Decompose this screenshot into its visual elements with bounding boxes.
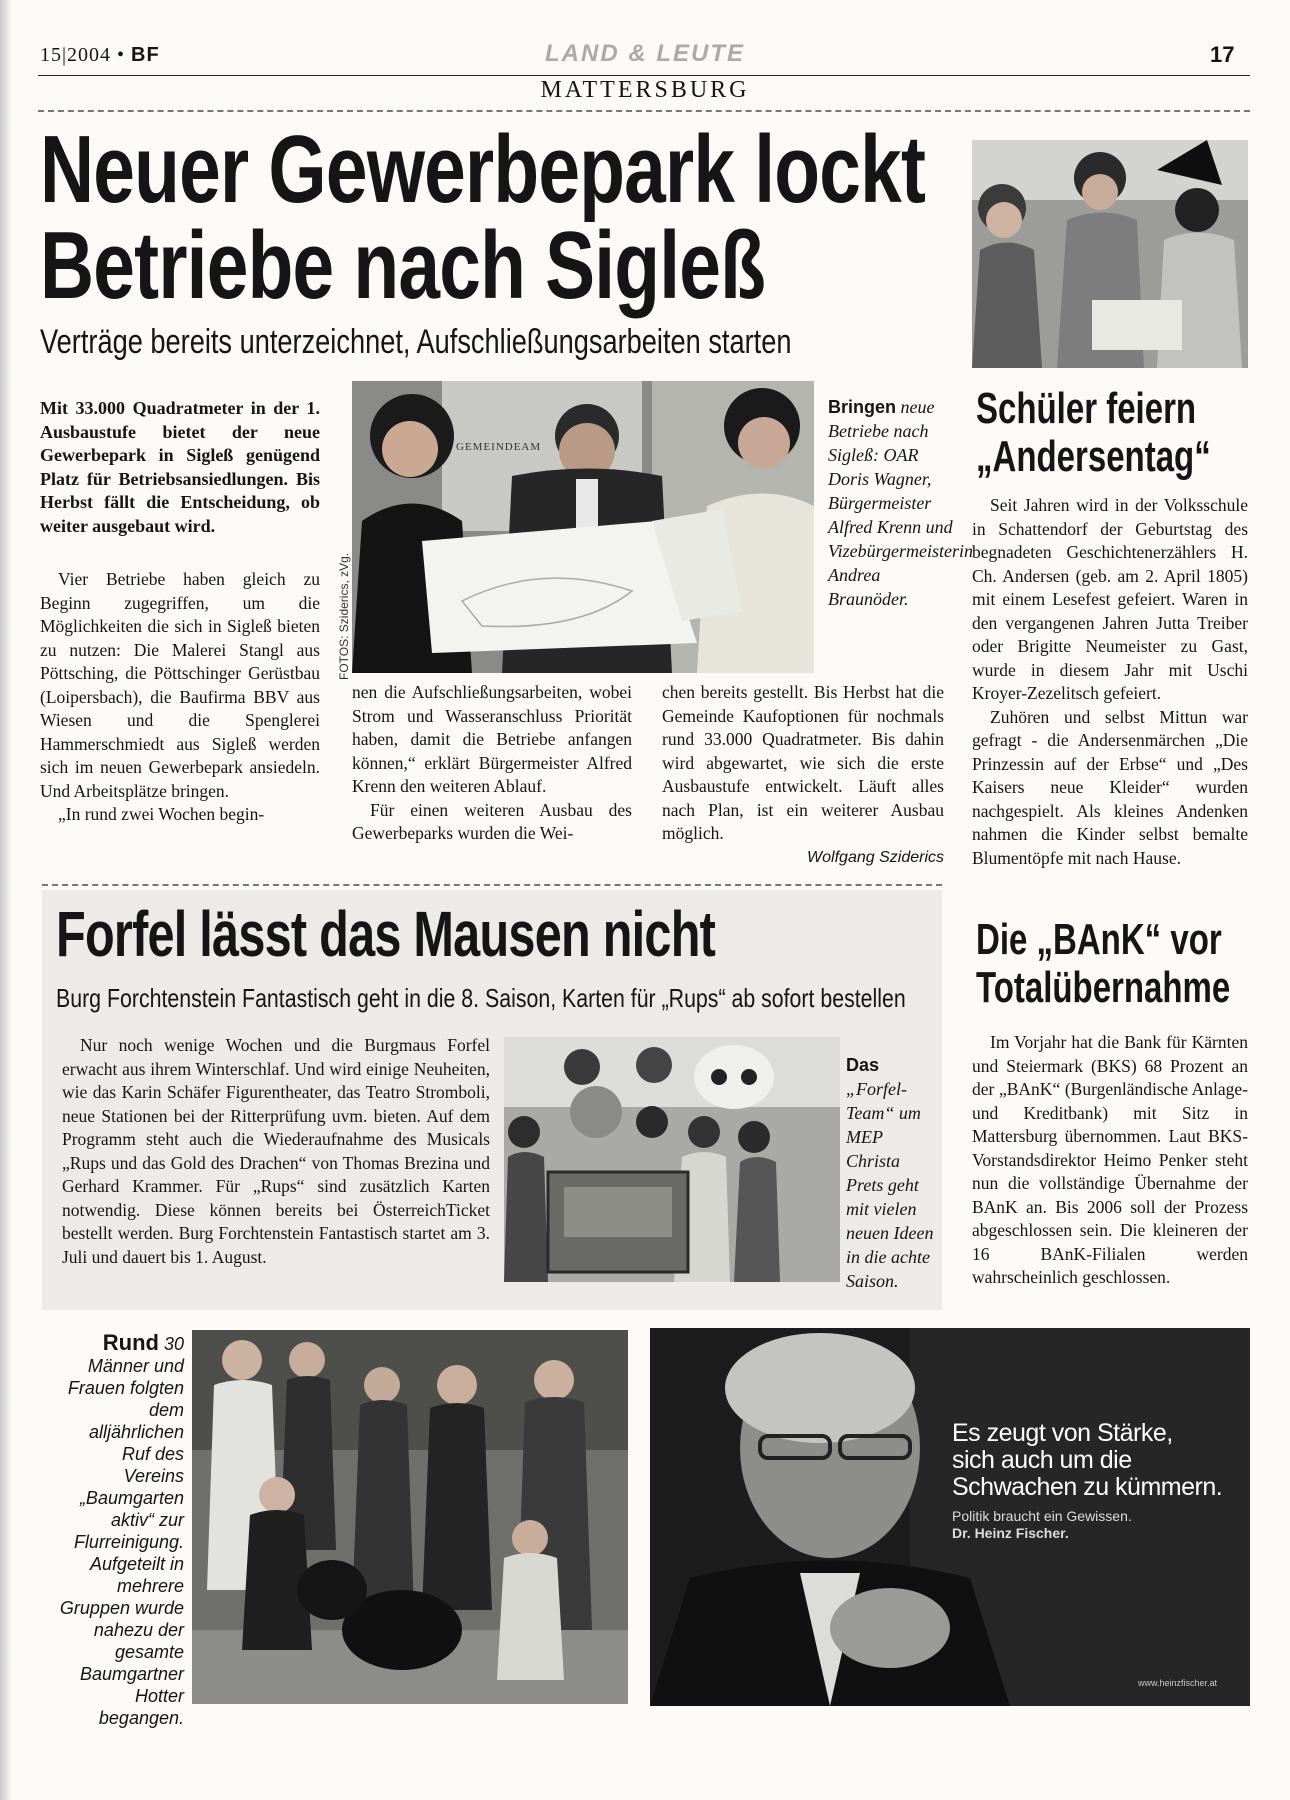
schueler-headline: Schüler feiern „Andersentag“	[976, 384, 1211, 481]
portrait-ad-image	[650, 1328, 1250, 1706]
schueler-article	[972, 494, 1248, 870]
main-article-paragraph: nen die Aufschließungsarbeiten, wobei Strom und Wasseranschluss Priorität haben, damit die Betriebe anfangen können,“ erklärt Bürgermeister Alfred Krenn den weiteren Ablauf.	[352, 682, 632, 796]
ad-url: www.heinzfischer.at	[1138, 1678, 1218, 1688]
schueler-paragraph: Zuhören und selbst Mittun war gefragt - die Andersenmärchen „Die Prinzessin auf der Erbse“ und „Des Kaisers neue Kleider“ wurden nachgespielt. Als kleines Andenken nahmen die Kinder selbst bemalte Blumentöpfe mit nach Hause.	[972, 706, 1248, 868]
advertisement	[650, 1328, 1250, 1706]
photo-sign-text: GEMEINDEAM	[456, 441, 542, 453]
ad-slogan: Es zeugt von Stärke, sich auch um die Schwachen zu kümmern.	[952, 1419, 1223, 1501]
page-edge-shadow	[0, 0, 12, 1800]
caption-text: „Forfel-Team“ um MEP Christa Prets geht mit vielen neuen Ideen in die achte Saison.	[846, 1079, 934, 1291]
main-article-paragraph: „In rund zwei Wochen begin-	[58, 804, 265, 824]
brand-label: BF	[131, 44, 160, 66]
page-number: 17	[1210, 42, 1235, 67]
ad-tagline: Politik braucht ein Gewissen. Dr. Heinz Fischer.	[952, 1508, 1132, 1541]
bank-paragraph: Im Vorjahr hat die Bank für Kärnten und Steiermark (BKS) 68 Prozent an der „BAnK“ (Burgenländische Anlage- und Kreditbank) mit Sitz in Mattersburg übernommen. Laut BKS-Vorstandsdirektor Heimo Penker steht nun die vollständige Übernahme der BAnK an. Bis 2006 soll der Prozess abgeschlossen sein. Die kleineren der 16 BAnK-Filialen werden wahrscheinlich geschlossen.	[972, 1032, 1248, 1287]
rund-photo-caption	[58, 1332, 184, 1729]
forfel-photo-caption	[846, 1053, 938, 1293]
children-reading-image	[972, 140, 1248, 368]
photo-credit: FOTOS: Sziderics, zVg.	[337, 552, 351, 680]
main-photo-caption	[828, 395, 973, 611]
cleanup-group-image	[192, 1330, 628, 1704]
issue-number: 15|2004 • BF	[40, 44, 160, 66]
bank-headline: Die „BAnK“ vor Totalübernahme	[976, 915, 1231, 1012]
forfel-paragraph: Nur noch wenige Wochen und die Burgmaus Forfel erwacht aus ihrem Winterschlaf. Und wird einige Neuheiten, wie das Karin Schäfer Figurentheater, das Teatro Stromboli, neue Stationen bei der Ritterprüfung uvm. bieten. Auf dem Programm steht auch die Wiederaufnahme des Musicals „Rups und das Gold des Drachen“ von Thomas Brezina und Gerhard Krammer. Für „Rups“ sind zusätzlich Karten notwendig. Diese können bereits bei ÖsterreichTicket bestellt werden. Burg Forchtenstein Fantastisch startet am 3. Juli und dauert bis 1. August.	[62, 1035, 490, 1267]
region-title: MATTERSBURG	[540, 77, 750, 103]
caption-lead-word: Rund	[102, 1330, 159, 1355]
caption-lead-word: Bringen	[828, 397, 897, 417]
people-with-plan-image	[352, 381, 814, 673]
forfel-team-image	[504, 1037, 840, 1282]
forfel-photo	[504, 1037, 840, 1282]
main-article-column-1	[40, 397, 320, 827]
caption-text: 30 Männer und Frauen folgten dem alljährlichen Ruf des Vereins „Baumgarten aktiv“ zur Flurreinigung. Aufgeteilt in mehrere Gruppen wurde nahezu der gesamte Baumgartner Hotter begangen.	[59, 1334, 184, 1728]
main-article-paragraph: Vier Betriebe haben gleich zu Beginn zugegriffen, um die Möglichkeiten die sich in Sigleß bieten zu nutzen: Die Malerei Stangl aus Pöttsching, die Pöttschinger Gerüstbau (Loipersbach), die Baufirma BBV aus Wiesen und die Spenglerei Hammerschmiedt aus Sigleß werden sich im neuen Gewerbepark ansiedeln. Und Arbeitsplätze bringen.	[40, 569, 320, 801]
main-article-paragraph: chen bereits gestellt. Bis Herbst hat die Gemeinde Kaufoptionen für nochmals rund 33.000 Quadratmeter. Bis dahin wird abgewartet, wie sich die erste Ausbaustufe entwickelt. Läuft alles nach Plan, ist ein weiterer Ausbau möglich.	[662, 682, 944, 843]
forfel-article	[62, 1034, 490, 1269]
main-headline: Neuer Gewerbepark lockt Betriebe nach Sigleß	[40, 116, 926, 319]
section-title: LAND & LEUTE	[545, 40, 745, 67]
header-rule	[38, 75, 1250, 76]
children-photo	[972, 140, 1248, 368]
main-article-column-2	[352, 681, 632, 846]
main-article-paragraph: Für einen weiteren Ausbau des Gewerbeparks wurden die Wei-	[352, 799, 632, 843]
main-article-photo	[352, 381, 814, 673]
forfel-subheadline: Burg Forchtenstein Fantastisch geht in die 8. Saison, Karten für „Rups“ ab sofort bestellen	[56, 983, 906, 1013]
schueler-paragraph: Seit Jahren wird in der Volksschule in Schattendorf der Geburtstag des begnadeten Geschichtenerzählers H. Ch. Andersen (geb. am 2. April 1805) mit einem Lesefest gefeiert. Waren in den vergangenen Jahren Jutta Treiber oder Brigitte Neumeister zu Gast, wurde in diesem Jahr mit Uschi Kroyer-Zezelitsch gefeiert.	[972, 495, 1248, 703]
forfel-headline: Forfel lässt das Mausen nicht	[56, 898, 716, 970]
bank-article	[972, 1031, 1248, 1290]
header-divider	[38, 110, 1250, 112]
forfel-divider	[42, 884, 942, 886]
main-article-lead: Mit 33.000 Quadratmeter in der 1. Ausbaustufe bietet der neue Gewerbepark in Sigleß genügend Platz für Betriebsansiedlungen. Bis Herbst fällt die Entscheidung, ob weiter ausgebaut wird.	[40, 398, 320, 536]
byline: Wolfgang Sziderics	[807, 848, 944, 866]
main-article-column-3	[662, 681, 944, 869]
cleanup-group-photo	[192, 1330, 628, 1704]
caption-lead-word: Das	[846, 1055, 880, 1075]
caption-text: neue Betriebe nach Sigleß: OAR Doris Wagner, Bürgermeister Alfred Krenn und Vizebürgermeisterin Andrea Braunöder.	[828, 397, 973, 609]
main-subheadline: Verträge bereits unterzeichnet, Aufschließungsarbeiten starten	[40, 323, 792, 361]
